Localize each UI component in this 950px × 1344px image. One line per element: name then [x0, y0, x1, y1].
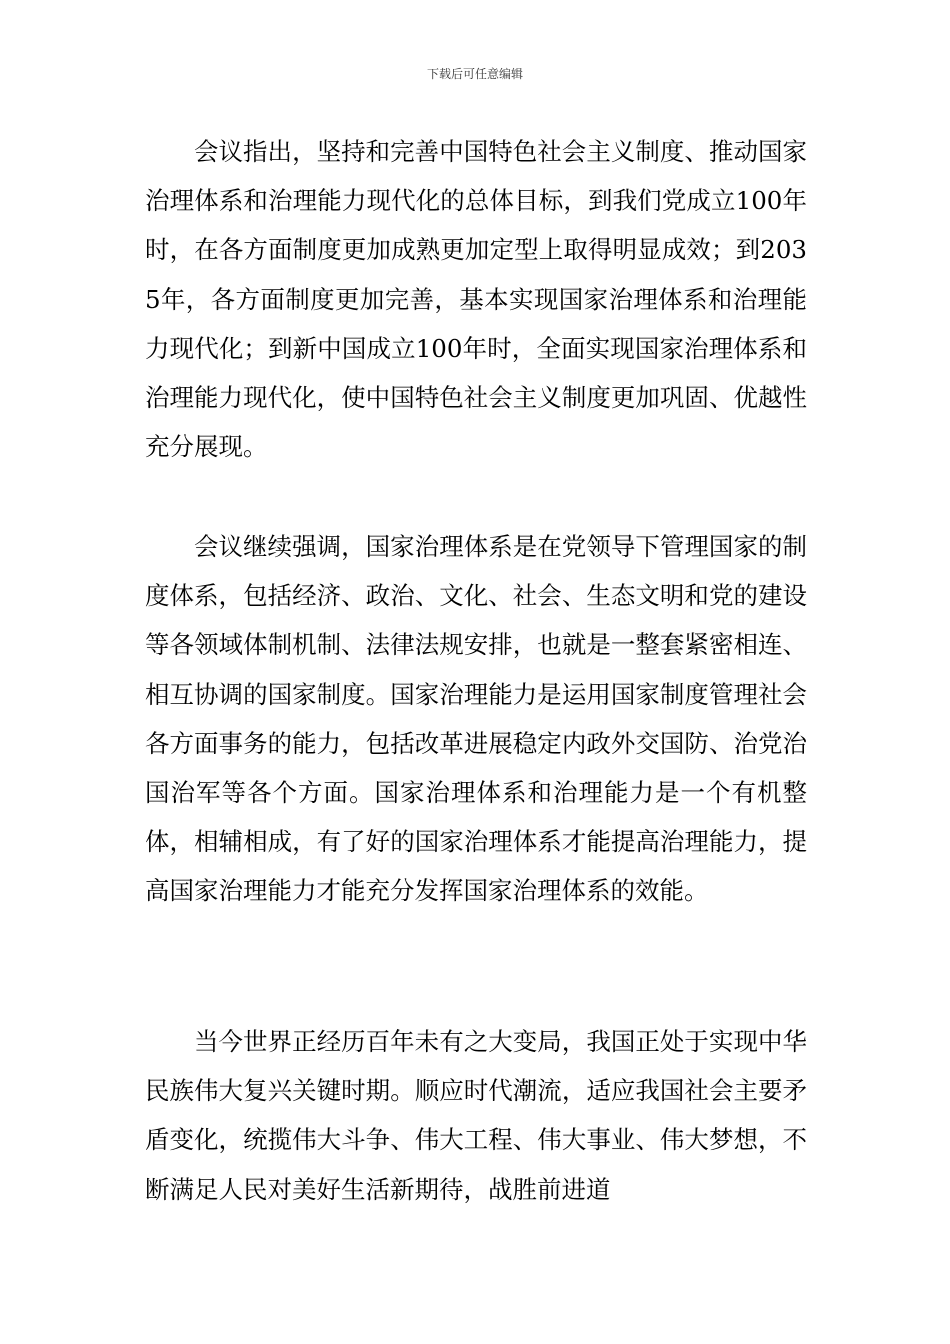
body-paragraph-2: 会议继续强调，国家治理体系是在党领导下管理国家的制度体系，包括经济、政治、文化、社会、生态文明和党的建设等各领域体制机制、法律法规安排，也就是一整套紧密相连、相互协调的国家制度。国家治理能力是运用国家制度管理社会各方面事务的能力，包括改革进展稳定内政外交国防、治党治国治军等各个方面。国家治理体系和治理能力是一个有机整体，相辅相成，有了好的国家治理体系才能提高治理能力，提高国家治理能力才能充分发挥国家治理体系的效能。 [145, 532, 807, 906]
body-paragraph-3: 当今世界正经历百年未有之大变局，我国正处于实现中华民族伟大复兴关键时期。顺应时代潮流，适应我国社会主要矛盾变化，统揽伟大斗争、伟大工程、伟大事业、伟大梦想，不断满足人民对美好生活新期待，战胜前进道 [145, 1027, 807, 1204]
page-header-note: 下载后可任意编辑 [426, 67, 523, 81]
body-paragraph-1: 会议指出，坚持和完善中国特色社会主义制度、推动国家治理体系和治理能力现代化的总体目标，到我们党成立100年时，在各方面制度更加成熟更加定型上取得明显成效；到2035年，各方面制度更加完善，基本实现国家治理体系和治理能力现代化；到新中国成立100年时，全面实现国家治理体系和治理能力现代化，使中国特色社会主义制度更加巩固、优越性充分展现。 [145, 137, 807, 462]
